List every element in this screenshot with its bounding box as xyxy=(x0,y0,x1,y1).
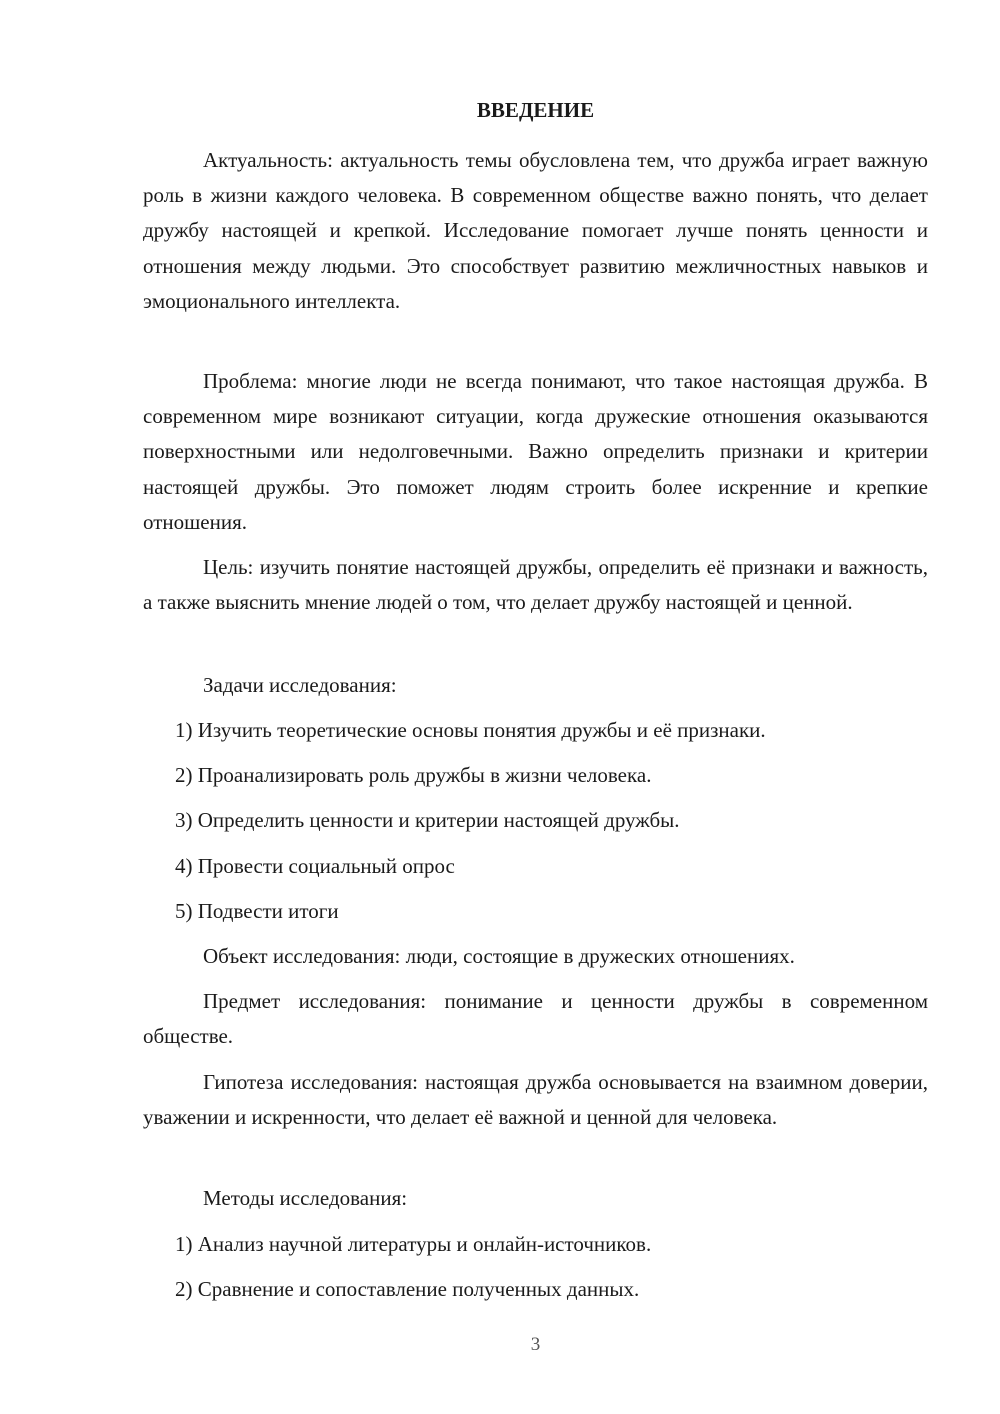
subject-paragraph: Предмет исследования: понимание и ценности дружбы в современном обществе. xyxy=(143,989,928,1049)
task-item: 1) Изучить теоретические основы понятия дружбы и её признаки. xyxy=(175,718,766,742)
goal-paragraph: Цель: изучить понятие настоящей дружбы, определить её признаки и важность, а также выяснить мнение людей о том, что делает дружбу настоящей и ценной. xyxy=(143,555,928,615)
method-item: 1) Анализ научной литературы и онлайн-источников. xyxy=(175,1232,652,1256)
task-item: 4) Провести социальный опрос xyxy=(175,854,455,878)
tasks-heading: Задачи исследования: xyxy=(203,673,397,697)
object-paragraph: Объект исследования: люди, состоящие в дружеских отношениях. xyxy=(203,944,795,968)
task-item: 5) Подвести итоги xyxy=(175,899,339,923)
problem-paragraph: Проблема: многие люди не всегда понимают, что такое настоящая дружба. В современном мире возникают ситуации, когда дружеские отношения оказываются поверхностными или недолговечными. Важно определить признаки и критерии настоящей дружбы. Это поможет людям строить более искренние и крепкие отношения. xyxy=(143,369,928,534)
methods-heading: Методы исследования: xyxy=(203,1186,408,1210)
task-item: 2) Проанализировать роль дружбы в жизни человека. xyxy=(175,763,652,787)
section-title: ВВЕДЕНИЕ xyxy=(476,98,595,122)
task-item: 3) Определить ценности и критерии настоящей дружбы. xyxy=(175,808,680,832)
hypothesis-paragraph: Гипотеза исследования: настоящая дружба основывается на взаимном доверии, уважении и искренности, что делает её важной и ценной для человека. xyxy=(143,1070,928,1130)
relevance-paragraph: Актуальность: актуальность темы обусловлена тем, что дружба играет важную роль в жизни каждого человека. В современном обществе важно понять, что делает дружбу настоящей и крепкой. Исследование помогает лучше понять ценности и отношения между людьми. Это способствует развитию межличностных навыков и эмоционального интеллекта. xyxy=(143,148,928,313)
document-page xyxy=(143,0,928,1414)
method-item: 2) Сравнение и сопоставление полученных данных. xyxy=(175,1277,640,1301)
page-number: 3 xyxy=(530,1334,541,1355)
